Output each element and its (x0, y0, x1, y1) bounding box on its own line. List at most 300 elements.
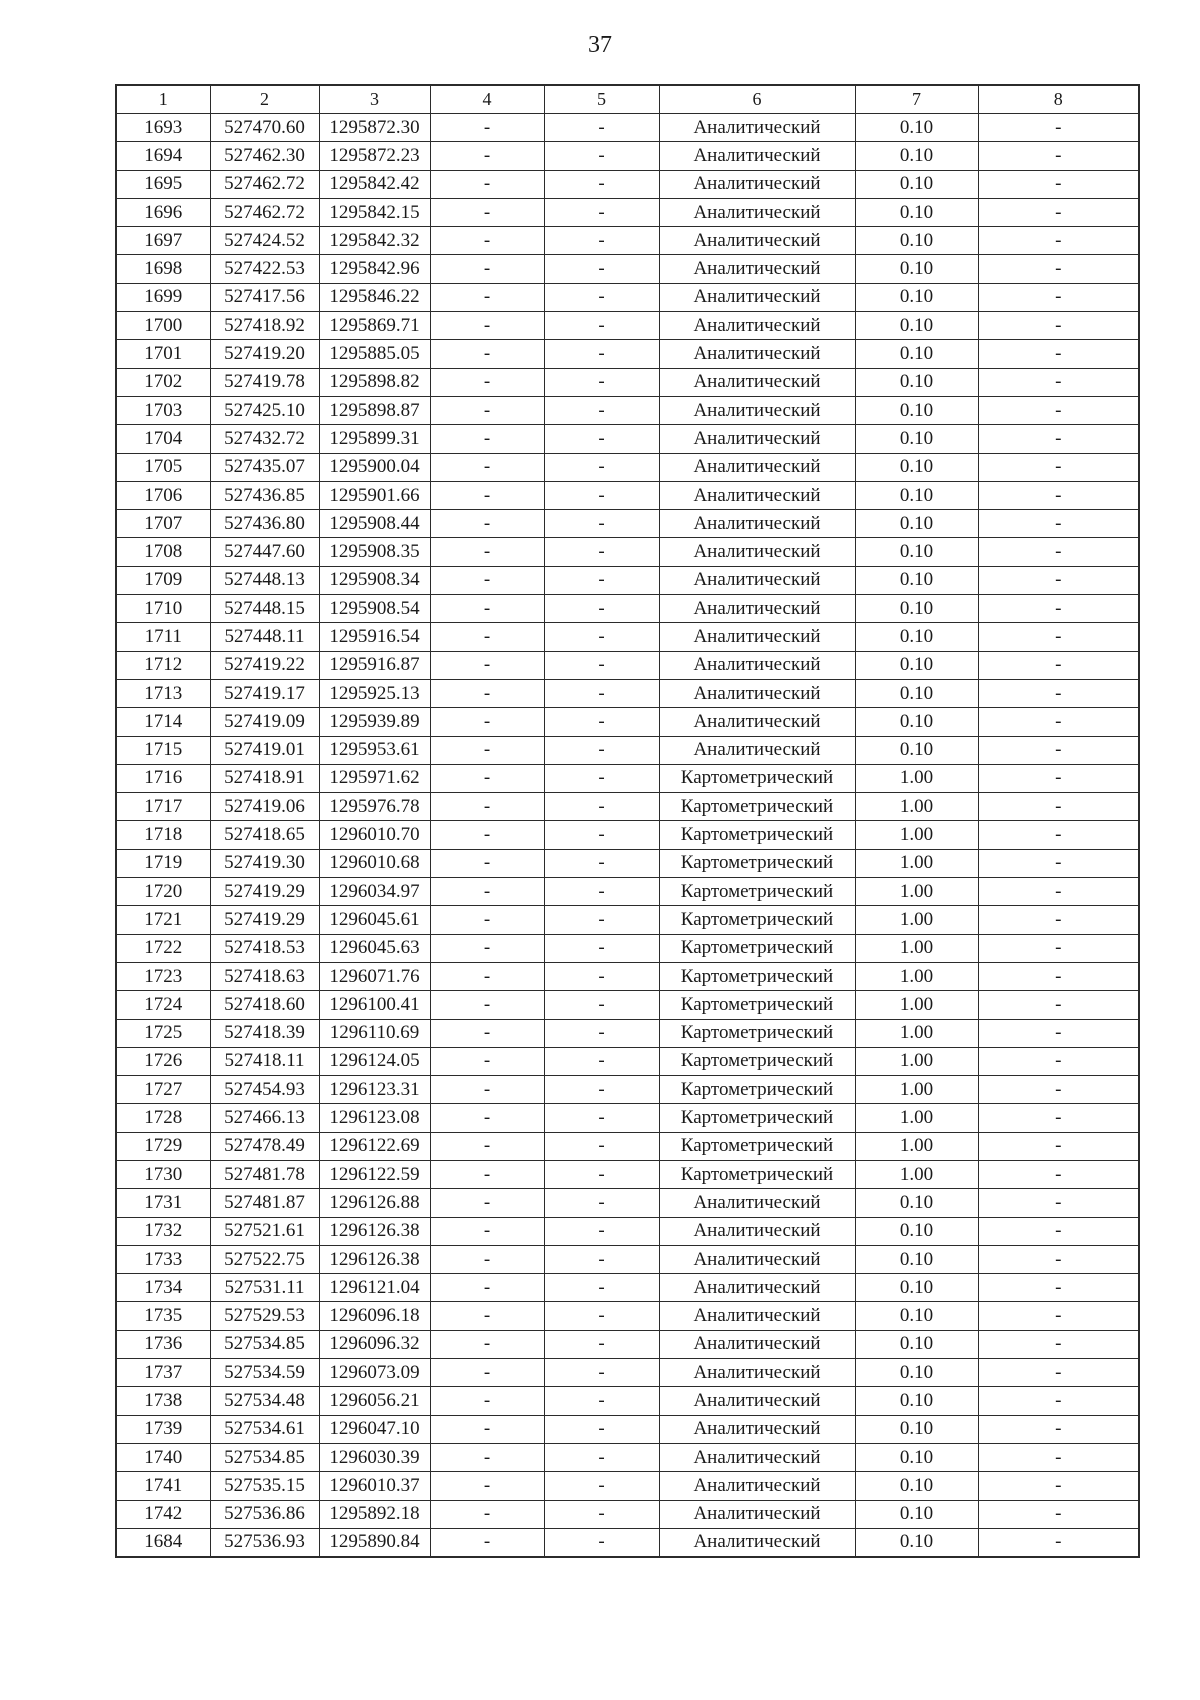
col-8-cell: - (978, 396, 1139, 424)
col-8-cell: - (978, 1274, 1139, 1302)
method-cell: Картометрический (659, 849, 855, 877)
x-coordinate-cell: 527462.72 (210, 198, 319, 226)
col-8-cell: - (978, 906, 1139, 934)
col-5-cell: - (544, 1047, 659, 1075)
table-row (116, 283, 1139, 311)
table-row (116, 142, 1139, 170)
x-coordinate-cell: 527418.39 (210, 1019, 319, 1047)
col-8-cell: - (978, 764, 1139, 792)
x-coordinate-cell: 527536.93 (210, 1528, 319, 1557)
col-8-cell: - (978, 991, 1139, 1019)
col-4-cell: - (430, 878, 544, 906)
accuracy-cell: 1.00 (855, 1047, 978, 1075)
table-row (116, 962, 1139, 990)
y-coordinate-cell: 1296034.97 (319, 878, 430, 906)
accuracy-cell: 0.10 (855, 1302, 978, 1330)
method-cell: Аналитический (659, 1245, 855, 1273)
col-4-cell: - (430, 679, 544, 707)
point-number-cell: 1697 (116, 227, 210, 255)
accuracy-cell: 1.00 (855, 1076, 978, 1104)
col-8-cell: - (978, 340, 1139, 368)
col-5-cell: - (544, 1500, 659, 1528)
x-coordinate-cell: 527418.63 (210, 962, 319, 990)
col-5-cell: - (544, 962, 659, 990)
y-coordinate-cell: 1295925.13 (319, 679, 430, 707)
y-coordinate-cell: 1295872.23 (319, 142, 430, 170)
col-5-cell: - (544, 1189, 659, 1217)
point-number-cell: 1706 (116, 481, 210, 509)
point-number-cell: 1742 (116, 1500, 210, 1528)
col-5-cell: - (544, 312, 659, 340)
col-4-cell: - (430, 227, 544, 255)
y-coordinate-cell: 1296030.39 (319, 1443, 430, 1471)
method-cell: Картометрический (659, 793, 855, 821)
method-cell: Аналитический (659, 425, 855, 453)
col-5-cell: - (544, 453, 659, 481)
col-4-cell: - (430, 764, 544, 792)
col-4-cell: - (430, 1387, 544, 1415)
y-coordinate-cell: 1296045.61 (319, 906, 430, 934)
method-cell: Аналитический (659, 708, 855, 736)
table-row (116, 991, 1139, 1019)
accuracy-cell: 1.00 (855, 1132, 978, 1160)
col-8-cell: - (978, 736, 1139, 764)
point-number-cell: 1696 (116, 198, 210, 226)
accuracy-cell: 1.00 (855, 764, 978, 792)
col-5-cell: - (544, 340, 659, 368)
accuracy-cell: 0.10 (855, 1387, 978, 1415)
col-5-cell: - (544, 368, 659, 396)
method-cell: Аналитический (659, 453, 855, 481)
y-coordinate-cell: 1295890.84 (319, 1528, 430, 1557)
col-4-cell: - (430, 1274, 544, 1302)
method-cell: Аналитический (659, 1528, 855, 1557)
accuracy-cell: 0.10 (855, 396, 978, 424)
accuracy-cell: 0.10 (855, 425, 978, 453)
method-cell: Аналитический (659, 255, 855, 283)
point-number-cell: 1720 (116, 878, 210, 906)
accuracy-cell: 0.10 (855, 198, 978, 226)
method-cell: Аналитический (659, 679, 855, 707)
method-cell: Картометрический (659, 1019, 855, 1047)
column-header-5: 5 (544, 85, 659, 114)
method-cell: Аналитический (659, 566, 855, 594)
col-5-cell: - (544, 1302, 659, 1330)
table-row (116, 1076, 1139, 1104)
table-row (116, 198, 1139, 226)
y-coordinate-cell: 1295971.62 (319, 764, 430, 792)
x-coordinate-cell: 527481.78 (210, 1160, 319, 1188)
accuracy-cell: 0.10 (855, 736, 978, 764)
accuracy-cell: 0.10 (855, 142, 978, 170)
col-4-cell: - (430, 1104, 544, 1132)
col-8-cell: - (978, 1472, 1139, 1500)
table-row (116, 425, 1139, 453)
col-8-cell: - (978, 1189, 1139, 1217)
table-row (116, 1330, 1139, 1358)
method-cell: Аналитический (659, 1274, 855, 1302)
y-coordinate-cell: 1295976.78 (319, 793, 430, 821)
col-8-cell: - (978, 1160, 1139, 1188)
x-coordinate-cell: 527418.11 (210, 1047, 319, 1075)
accuracy-cell: 1.00 (855, 878, 978, 906)
table-row (116, 1019, 1139, 1047)
col-4-cell: - (430, 1359, 544, 1387)
col-8-cell: - (978, 1245, 1139, 1273)
col-5-cell: - (544, 1387, 659, 1415)
point-number-cell: 1736 (116, 1330, 210, 1358)
x-coordinate-cell: 527419.17 (210, 679, 319, 707)
y-coordinate-cell: 1296124.05 (319, 1047, 430, 1075)
y-coordinate-cell: 1295872.30 (319, 114, 430, 142)
table-row (116, 1132, 1139, 1160)
accuracy-cell: 0.10 (855, 1359, 978, 1387)
accuracy-cell: 0.10 (855, 1500, 978, 1528)
col-5-cell: - (544, 1245, 659, 1273)
col-5-cell: - (544, 227, 659, 255)
col-8-cell: - (978, 1415, 1139, 1443)
method-cell: Аналитический (659, 1217, 855, 1245)
col-5-cell: - (544, 1528, 659, 1557)
col-8-cell: - (978, 1443, 1139, 1471)
col-4-cell: - (430, 1472, 544, 1500)
method-cell: Картометрический (659, 906, 855, 934)
x-coordinate-cell: 527521.61 (210, 1217, 319, 1245)
table-row (116, 934, 1139, 962)
col-4-cell: - (430, 1189, 544, 1217)
y-coordinate-cell: 1295842.15 (319, 198, 430, 226)
col-5-cell: - (544, 1076, 659, 1104)
col-4-cell: - (430, 283, 544, 311)
col-5-cell: - (544, 679, 659, 707)
col-4-cell: - (430, 1076, 544, 1104)
point-number-cell: 1737 (116, 1359, 210, 1387)
y-coordinate-cell: 1296121.04 (319, 1274, 430, 1302)
method-cell: Аналитический (659, 312, 855, 340)
col-5-cell: - (544, 934, 659, 962)
method-cell: Картометрический (659, 1047, 855, 1075)
x-coordinate-cell: 527448.11 (210, 623, 319, 651)
col-4-cell: - (430, 708, 544, 736)
col-8-cell: - (978, 651, 1139, 679)
point-number-cell: 1695 (116, 170, 210, 198)
y-coordinate-cell: 1296123.08 (319, 1104, 430, 1132)
point-number-cell: 1715 (116, 736, 210, 764)
point-number-cell: 1700 (116, 312, 210, 340)
x-coordinate-cell: 527418.91 (210, 764, 319, 792)
col-8-cell: - (978, 623, 1139, 651)
y-coordinate-cell: 1295898.87 (319, 396, 430, 424)
col-5-cell: - (544, 396, 659, 424)
method-cell: Аналитический (659, 1415, 855, 1443)
col-5-cell: - (544, 114, 659, 142)
table-row (116, 481, 1139, 509)
col-4-cell: - (430, 368, 544, 396)
point-number-cell: 1716 (116, 764, 210, 792)
table-row (116, 453, 1139, 481)
col-8-cell: - (978, 170, 1139, 198)
col-4-cell: - (430, 396, 544, 424)
y-coordinate-cell: 1296110.69 (319, 1019, 430, 1047)
point-number-cell: 1732 (116, 1217, 210, 1245)
point-number-cell: 1741 (116, 1472, 210, 1500)
x-coordinate-cell: 527462.30 (210, 142, 319, 170)
x-coordinate-cell: 527419.29 (210, 878, 319, 906)
col-4-cell: - (430, 1415, 544, 1443)
y-coordinate-cell: 1296073.09 (319, 1359, 430, 1387)
table-row (116, 1189, 1139, 1217)
col-8-cell: - (978, 821, 1139, 849)
column-header-2: 2 (210, 85, 319, 114)
method-cell: Аналитический (659, 170, 855, 198)
col-8-cell: - (978, 1330, 1139, 1358)
y-coordinate-cell: 1295939.89 (319, 708, 430, 736)
method-cell: Картометрический (659, 962, 855, 990)
col-4-cell: - (430, 1245, 544, 1273)
col-8-cell: - (978, 849, 1139, 877)
accuracy-cell: 0.10 (855, 1528, 978, 1557)
col-4-cell: - (430, 566, 544, 594)
point-number-cell: 1733 (116, 1245, 210, 1273)
col-8-cell: - (978, 510, 1139, 538)
method-cell: Аналитический (659, 368, 855, 396)
col-5-cell: - (544, 1019, 659, 1047)
col-5-cell: - (544, 906, 659, 934)
y-coordinate-cell: 1296056.21 (319, 1387, 430, 1415)
col-5-cell: - (544, 1160, 659, 1188)
col-4-cell: - (430, 142, 544, 170)
col-8-cell: - (978, 1104, 1139, 1132)
point-number-cell: 1704 (116, 425, 210, 453)
col-5-cell: - (544, 538, 659, 566)
col-5-cell: - (544, 198, 659, 226)
col-5-cell: - (544, 481, 659, 509)
method-cell: Аналитический (659, 1443, 855, 1471)
y-coordinate-cell: 1295892.18 (319, 1500, 430, 1528)
accuracy-cell: 1.00 (855, 906, 978, 934)
accuracy-cell: 1.00 (855, 1019, 978, 1047)
x-coordinate-cell: 527470.60 (210, 114, 319, 142)
x-coordinate-cell: 527435.07 (210, 453, 319, 481)
col-4-cell: - (430, 1302, 544, 1330)
method-cell: Аналитический (659, 142, 855, 170)
col-5-cell: - (544, 1443, 659, 1471)
point-number-cell: 1726 (116, 1047, 210, 1075)
col-4-cell: - (430, 1443, 544, 1471)
x-coordinate-cell: 527529.53 (210, 1302, 319, 1330)
col-4-cell: - (430, 962, 544, 990)
accuracy-cell: 0.10 (855, 1245, 978, 1273)
table-row (116, 227, 1139, 255)
col-5-cell: - (544, 821, 659, 849)
col-5-cell: - (544, 1217, 659, 1245)
accuracy-cell: 0.10 (855, 283, 978, 311)
table-row (116, 510, 1139, 538)
x-coordinate-cell: 527419.01 (210, 736, 319, 764)
point-number-cell: 1699 (116, 283, 210, 311)
method-cell: Аналитический (659, 1359, 855, 1387)
y-coordinate-cell: 1295842.96 (319, 255, 430, 283)
accuracy-cell: 0.10 (855, 340, 978, 368)
method-cell: Аналитический (659, 481, 855, 509)
table-row (116, 623, 1139, 651)
x-coordinate-cell: 527436.80 (210, 510, 319, 538)
x-coordinate-cell: 527447.60 (210, 538, 319, 566)
col-5-cell: - (544, 1274, 659, 1302)
coordinates-table (115, 84, 1140, 1558)
point-number-cell: 1693 (116, 114, 210, 142)
y-coordinate-cell: 1295908.54 (319, 595, 430, 623)
table-row (116, 1047, 1139, 1075)
col-4-cell: - (430, 453, 544, 481)
table-row (116, 651, 1139, 679)
accuracy-cell: 0.10 (855, 1217, 978, 1245)
col-5-cell: - (544, 142, 659, 170)
col-8-cell: - (978, 481, 1139, 509)
accuracy-cell: 0.10 (855, 1189, 978, 1217)
col-8-cell: - (978, 453, 1139, 481)
x-coordinate-cell: 527418.92 (210, 312, 319, 340)
col-4-cell: - (430, 538, 544, 566)
point-number-cell: 1731 (116, 1189, 210, 1217)
col-8-cell: - (978, 793, 1139, 821)
accuracy-cell: 0.10 (855, 708, 978, 736)
method-cell: Аналитический (659, 1302, 855, 1330)
method-cell: Аналитический (659, 651, 855, 679)
point-number-cell: 1711 (116, 623, 210, 651)
col-4-cell: - (430, 1132, 544, 1160)
col-4-cell: - (430, 1217, 544, 1245)
x-coordinate-cell: 527418.65 (210, 821, 319, 849)
accuracy-cell: 0.10 (855, 510, 978, 538)
col-8-cell: - (978, 283, 1139, 311)
col-5-cell: - (544, 736, 659, 764)
col-5-cell: - (544, 1472, 659, 1500)
table-row (116, 312, 1139, 340)
point-number-cell: 1727 (116, 1076, 210, 1104)
x-coordinate-cell: 527419.22 (210, 651, 319, 679)
x-coordinate-cell: 527419.30 (210, 849, 319, 877)
table-row (116, 255, 1139, 283)
x-coordinate-cell: 527534.61 (210, 1415, 319, 1443)
y-coordinate-cell: 1296010.70 (319, 821, 430, 849)
y-coordinate-cell: 1295869.71 (319, 312, 430, 340)
method-cell: Картометрический (659, 764, 855, 792)
x-coordinate-cell: 527478.49 (210, 1132, 319, 1160)
table-row (116, 679, 1139, 707)
x-coordinate-cell: 527534.85 (210, 1443, 319, 1471)
col-5-cell: - (544, 1104, 659, 1132)
y-coordinate-cell: 1295908.34 (319, 566, 430, 594)
y-coordinate-cell: 1296096.32 (319, 1330, 430, 1358)
accuracy-cell: 0.10 (855, 566, 978, 594)
col-5-cell: - (544, 793, 659, 821)
col-8-cell: - (978, 114, 1139, 142)
point-number-cell: 1709 (116, 566, 210, 594)
point-number-cell: 1725 (116, 1019, 210, 1047)
x-coordinate-cell: 527419.29 (210, 906, 319, 934)
col-8-cell: - (978, 1132, 1139, 1160)
col-4-cell: - (430, 793, 544, 821)
accuracy-cell: 0.10 (855, 1274, 978, 1302)
header-row (116, 85, 1139, 114)
method-cell: Аналитический (659, 736, 855, 764)
col-8-cell: - (978, 595, 1139, 623)
method-cell: Аналитический (659, 623, 855, 651)
x-coordinate-cell: 527448.13 (210, 566, 319, 594)
method-cell: Картометрический (659, 1104, 855, 1132)
x-coordinate-cell: 527522.75 (210, 1245, 319, 1273)
point-number-cell: 1703 (116, 396, 210, 424)
accuracy-cell: 1.00 (855, 849, 978, 877)
table-row (116, 906, 1139, 934)
col-8-cell: - (978, 1359, 1139, 1387)
point-number-cell: 1714 (116, 708, 210, 736)
y-coordinate-cell: 1296010.68 (319, 849, 430, 877)
table-row (116, 878, 1139, 906)
point-number-cell: 1684 (116, 1528, 210, 1557)
point-number-cell: 1723 (116, 962, 210, 990)
col-8-cell: - (978, 198, 1139, 226)
x-coordinate-cell: 527422.53 (210, 255, 319, 283)
col-8-cell: - (978, 227, 1139, 255)
x-coordinate-cell: 527419.20 (210, 340, 319, 368)
x-coordinate-cell: 527534.48 (210, 1387, 319, 1415)
point-number-cell: 1739 (116, 1415, 210, 1443)
col-8-cell: - (978, 962, 1139, 990)
y-coordinate-cell: 1295916.54 (319, 623, 430, 651)
method-cell: Картометрический (659, 934, 855, 962)
col-5-cell: - (544, 991, 659, 1019)
point-number-cell: 1724 (116, 991, 210, 1019)
method-cell: Аналитический (659, 114, 855, 142)
col-5-cell: - (544, 425, 659, 453)
point-number-cell: 1713 (116, 679, 210, 707)
point-number-cell: 1705 (116, 453, 210, 481)
col-8-cell: - (978, 1387, 1139, 1415)
col-8-cell: - (978, 1500, 1139, 1528)
accuracy-cell: 0.10 (855, 1330, 978, 1358)
point-number-cell: 1707 (116, 510, 210, 538)
col-8-cell: - (978, 1047, 1139, 1075)
accuracy-cell: 0.10 (855, 368, 978, 396)
col-4-cell: - (430, 255, 544, 283)
x-coordinate-cell: 527481.87 (210, 1189, 319, 1217)
accuracy-cell: 0.10 (855, 538, 978, 566)
x-coordinate-cell: 527418.53 (210, 934, 319, 962)
col-4-cell: - (430, 991, 544, 1019)
col-4-cell: - (430, 114, 544, 142)
x-coordinate-cell: 527531.11 (210, 1274, 319, 1302)
table-row (116, 396, 1139, 424)
table-row (116, 1274, 1139, 1302)
table-row (116, 849, 1139, 877)
accuracy-cell: 0.10 (855, 312, 978, 340)
point-number-cell: 1719 (116, 849, 210, 877)
accuracy-cell: 1.00 (855, 1160, 978, 1188)
method-cell: Аналитический (659, 198, 855, 226)
x-coordinate-cell: 527534.85 (210, 1330, 319, 1358)
y-coordinate-cell: 1295908.44 (319, 510, 430, 538)
x-coordinate-cell: 527462.72 (210, 170, 319, 198)
col-8-cell: - (978, 1302, 1139, 1330)
accuracy-cell: 0.10 (855, 595, 978, 623)
accuracy-cell: 1.00 (855, 793, 978, 821)
table-row (116, 1245, 1139, 1273)
y-coordinate-cell: 1296100.41 (319, 991, 430, 1019)
point-number-cell: 1734 (116, 1274, 210, 1302)
col-8-cell: - (978, 368, 1139, 396)
